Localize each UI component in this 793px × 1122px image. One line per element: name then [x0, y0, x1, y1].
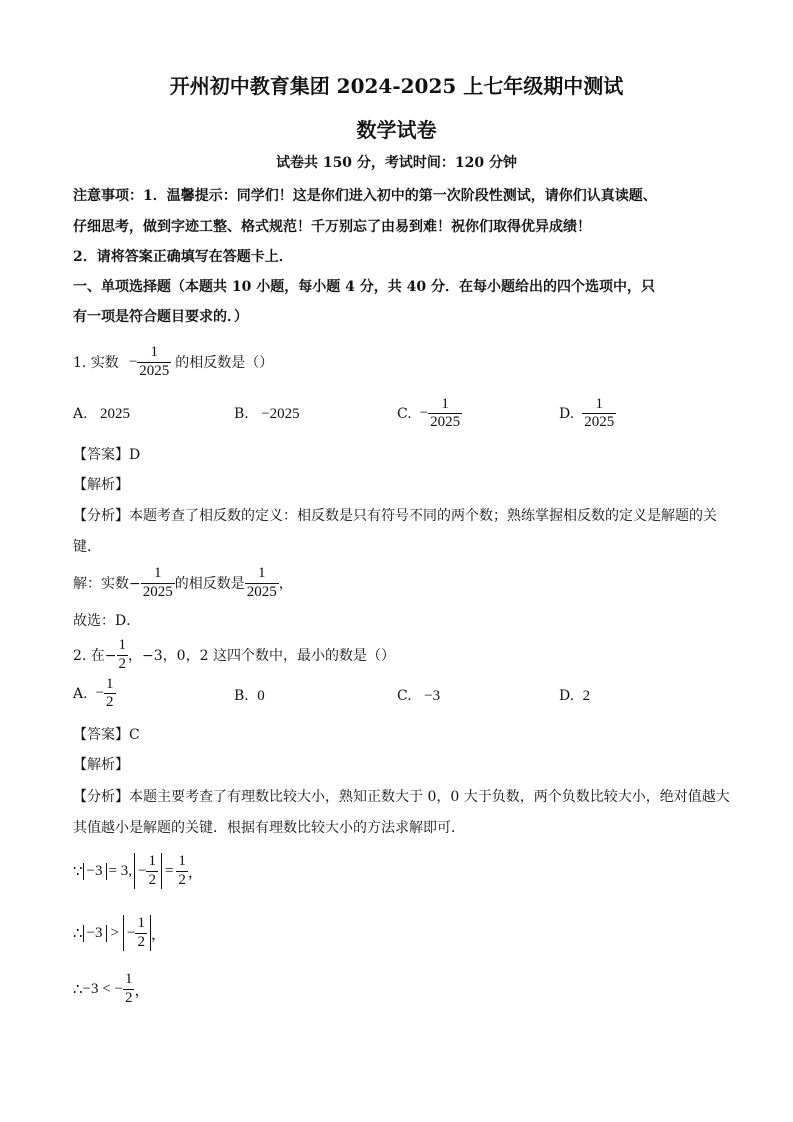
fraction-numerator: 1 — [441, 396, 449, 412]
notes-line-2: 仔细思考，做到字迹工整、格式规范！千万别忘了由易到难！祝你们取得优异成绩！ — [73, 219, 591, 235]
because-symbol: ∵ — [73, 863, 83, 880]
fraction — [123, 971, 135, 1007]
option-label: D. — [559, 688, 575, 704]
fraction-numerator: 1 — [124, 971, 133, 988]
exam-info: 试卷共 150 分，考试时间：120 分钟 — [275, 155, 518, 171]
q2-option-d — [559, 688, 590, 705]
question-1-suffix: 的相反数是（） — [175, 355, 274, 371]
question-2-prefix: 2. 在− — [73, 648, 117, 664]
greater-than-sign: > — [110, 924, 119, 941]
fraction-numerator: 1 — [106, 676, 114, 692]
fraction-denominator: 2025 — [246, 583, 277, 600]
option-label: B. — [234, 406, 249, 422]
option-label: B. — [234, 688, 249, 704]
q2-step-1 — [73, 848, 203, 894]
fraction-denominator: 2 — [178, 871, 186, 888]
solution-fraction-2 — [245, 565, 279, 601]
option-label: A. — [73, 406, 88, 422]
q2-option-b — [234, 688, 265, 705]
section-heading-line-2: 有一项是符合题目要求的．） — [73, 309, 248, 325]
fraction-numerator: 1 — [178, 853, 186, 870]
q1-minus-sign: − — [128, 353, 138, 370]
absolute-value: −3 — [83, 925, 107, 942]
q2-option-c — [397, 688, 440, 705]
fraction-denominator: 2025 — [584, 414, 615, 431]
inequality-left: −3 < − — [82, 980, 123, 997]
fraction-denominator: 2 — [124, 989, 133, 1006]
equals-text: = 3, — [108, 862, 132, 879]
fraction-numerator: 1 — [595, 396, 603, 412]
fraction-denominator: 2 — [106, 694, 114, 711]
q1-fraction — [137, 344, 171, 380]
question-1-prefix: 1. 实数 — [73, 355, 119, 371]
q2-step-3 — [73, 966, 149, 1012]
q2-fraction — [117, 637, 129, 673]
q2-answer: 【答案】C — [73, 727, 140, 743]
q2-analysis-line-1: 【分析】本题主要考查了有理数比较大小，熟知正数大于 0，0 大于负数，两个负数比较大小，绝对值越大 — [73, 789, 730, 805]
fraction — [135, 915, 147, 951]
page-subtitle: 数学试卷 — [356, 118, 437, 142]
q1-fraction-numerator: 1 — [150, 344, 159, 361]
fraction — [146, 853, 158, 889]
punctuation: ， — [187, 864, 203, 881]
solution-prefix: 解：实数− — [73, 576, 141, 592]
q1-option-b — [234, 406, 300, 423]
q1-fraction-denominator: 2025 — [139, 362, 170, 379]
notes-line-1: 注意事项：1．温馨提示：同学们！这是你们进入初中的第一次阶段性测试，请你们认真读题、 — [73, 188, 657, 204]
page-title: 开州初中教育集团 2024-2025 上七年级期中测试 — [169, 74, 624, 98]
option-label: D. — [559, 405, 575, 422]
solution-end: ， — [278, 576, 293, 592]
fraction-denominator: 2 — [148, 871, 156, 888]
fraction-denominator: 2025 — [430, 414, 461, 431]
minus-sign: − — [126, 924, 136, 941]
option-fraction — [104, 676, 116, 712]
absolute-value-fraction — [123, 915, 151, 951]
fraction-denominator: 2 — [137, 933, 145, 950]
punctuation: ， — [150, 926, 166, 943]
q1-solution — [73, 562, 293, 604]
therefore-symbol: ∴ — [73, 925, 83, 942]
fraction-numerator: 1 — [137, 915, 145, 932]
fraction-denominator: 2025 — [142, 583, 173, 600]
q2-analysis-line-2: 其值越小是解题的关键．根据有理数比较大小的方法求解即可． — [73, 820, 465, 836]
minus-sign: − — [137, 862, 147, 879]
therefore-symbol: ∴ — [73, 981, 83, 998]
notes-line-3: 2．请将答案正确填写在答题卡上． — [73, 249, 293, 265]
option-value: −2025 — [261, 406, 300, 422]
question-2-rest: ，−3，0，2 这四个数中，最小的数是（） — [128, 648, 395, 664]
q2-analysis-label: 【解析】 — [73, 757, 129, 773]
q1-answer: 【答案】D — [73, 447, 141, 463]
absolute-value: −3 — [83, 863, 107, 880]
option-minus: − — [419, 405, 429, 422]
option-label: A. — [73, 685, 88, 702]
option-value: 0 — [257, 688, 265, 704]
option-fraction — [428, 396, 462, 432]
q1-option-d — [559, 396, 616, 432]
option-value: −3 — [424, 688, 441, 704]
section-heading-line-1: 一、单项选择题（本题共 10 小题，每小题 4 分，共 40 分．在每小题给出的四个选项中，只 — [73, 279, 655, 295]
absolute-value-fraction — [134, 853, 162, 889]
q2-step-2 — [73, 910, 166, 956]
fraction-numerator: 1 — [153, 565, 162, 582]
q1-choose: 故选：D． — [73, 613, 141, 629]
fraction-result — [176, 853, 188, 889]
option-label: C. — [397, 405, 412, 422]
q1-analysis-label: 【解析】 — [73, 477, 129, 493]
equals-sign: = — [164, 862, 174, 879]
q1-option-c — [397, 396, 462, 432]
fraction-numerator: 1 — [118, 637, 127, 654]
option-label: C. — [397, 688, 412, 704]
option-minus: − — [95, 685, 105, 702]
option-value: 2025 — [100, 406, 131, 422]
fraction-denominator: 2 — [118, 655, 127, 672]
question-1-stem — [73, 340, 273, 384]
q2-option-a — [73, 676, 116, 712]
solution-middle: 的相反数是 — [174, 576, 245, 592]
solution-fraction-1 — [141, 565, 175, 601]
q1-option-a — [73, 406, 130, 423]
fraction-numerator: 1 — [257, 565, 266, 582]
option-value: 2 — [582, 688, 591, 704]
q1-analysis-line-2: 键． — [73, 539, 101, 555]
fraction-numerator: 1 — [148, 853, 156, 870]
option-fraction — [582, 396, 616, 432]
q1-analysis-line-1: 【分析】本题考查了相反数的定义：相反数是只有符号不同的两个数；熟练掌握相反数的定义是解题的关 — [73, 508, 717, 524]
question-2-stem — [73, 634, 395, 676]
punctuation: ， — [134, 982, 150, 999]
